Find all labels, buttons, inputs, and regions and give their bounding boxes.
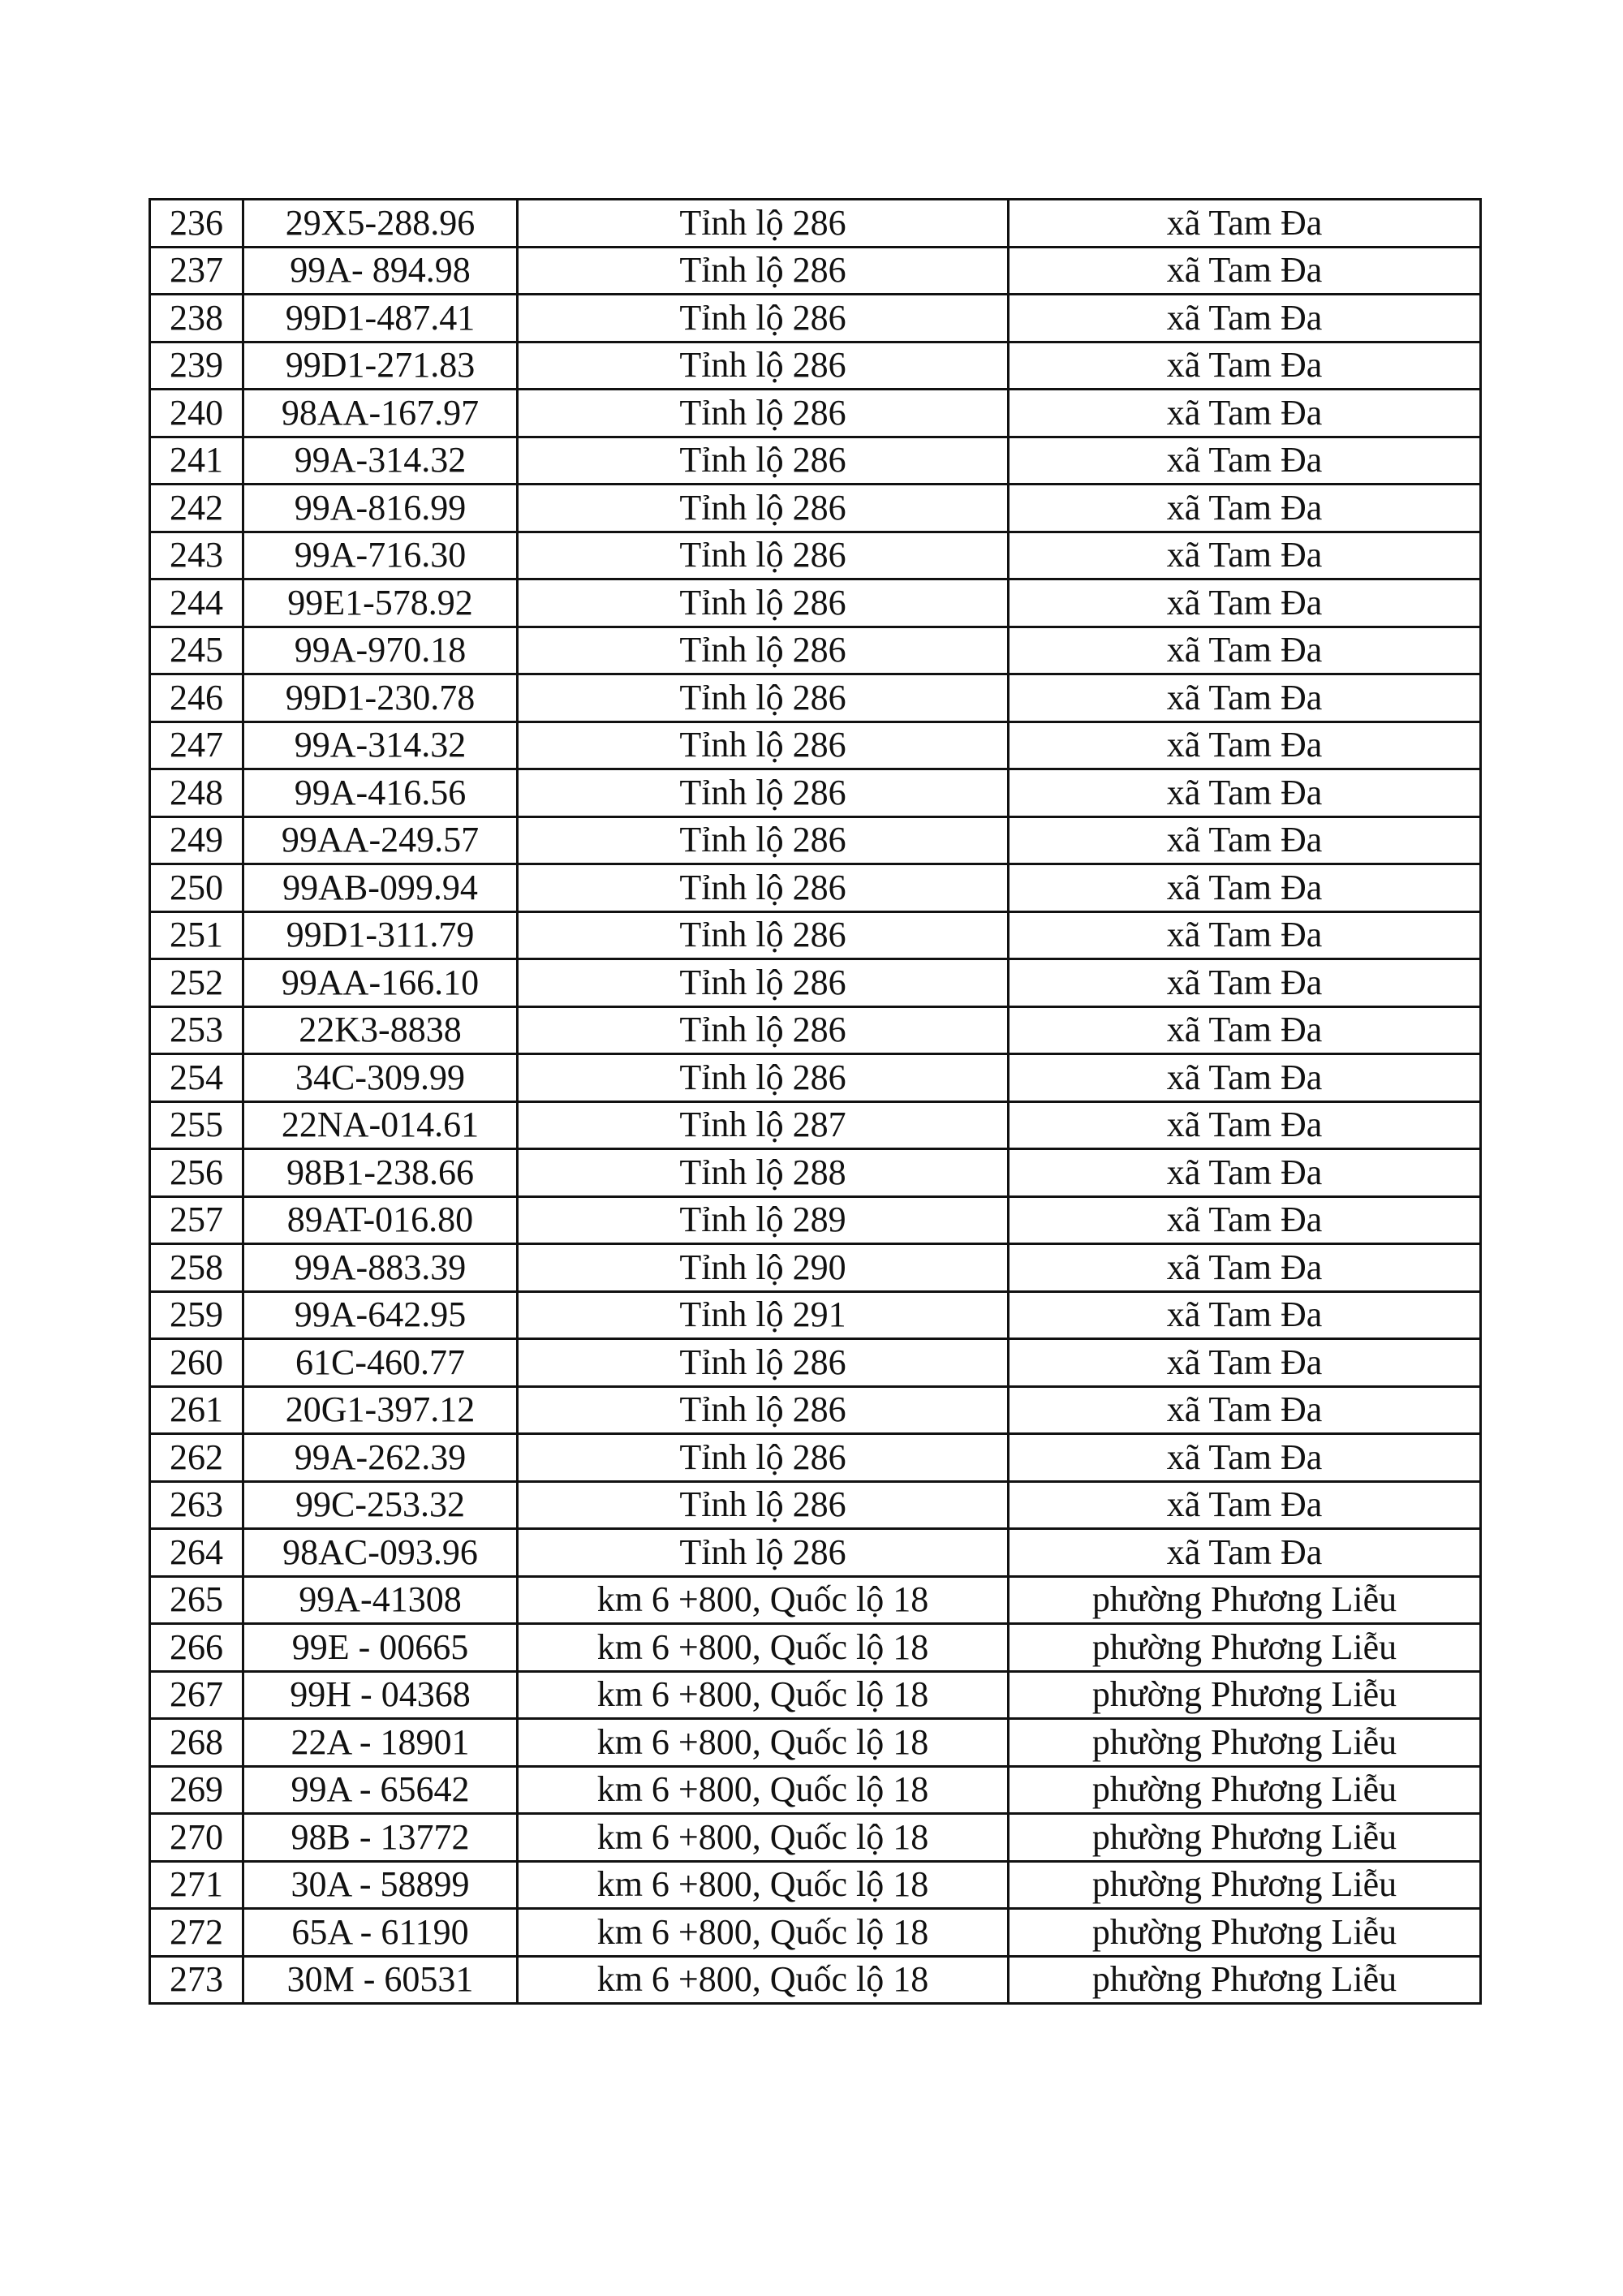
table-row xyxy=(150,769,1481,817)
table-row xyxy=(150,864,1481,912)
administrative-area-cell: phường Phương Liễu xyxy=(1009,1624,1481,1672)
row-number-cell: 265 xyxy=(150,1576,243,1624)
administrative-area-cell: xã Tam Đa xyxy=(1009,1386,1481,1434)
license-plate-cell: 34C-309.99 xyxy=(243,1054,518,1102)
administrative-area-cell: xã Tam Đa xyxy=(1009,390,1481,437)
row-number-cell: 273 xyxy=(150,1956,243,2004)
table-row xyxy=(150,1244,1481,1292)
administrative-area-cell: xã Tam Đa xyxy=(1009,247,1481,295)
table-row xyxy=(150,342,1481,390)
table-row xyxy=(150,532,1481,579)
table-row xyxy=(150,295,1481,342)
license-plate-cell: 99AA-249.57 xyxy=(243,816,518,864)
row-number-cell: 239 xyxy=(150,342,243,390)
license-plate-cell: 98B - 13772 xyxy=(243,1814,518,1862)
violation-location-cell: Tỉnh lộ 286 xyxy=(518,437,1009,485)
license-plate-cell: 99A-314.32 xyxy=(243,437,518,485)
table-row xyxy=(150,485,1481,532)
violation-location-cell: Tỉnh lộ 286 xyxy=(518,911,1009,959)
administrative-area-cell: xã Tam Đa xyxy=(1009,1101,1481,1149)
violation-location-cell: Tỉnh lộ 287 xyxy=(518,1101,1009,1149)
administrative-area-cell: phường Phương Liễu xyxy=(1009,1766,1481,1814)
administrative-area-cell: phường Phương Liễu xyxy=(1009,1956,1481,2004)
license-plate-cell: 99AA-166.10 xyxy=(243,959,518,1007)
administrative-area-cell: xã Tam Đa xyxy=(1009,816,1481,864)
administrative-area-cell: phường Phương Liễu xyxy=(1009,1576,1481,1624)
violation-location-cell: Tỉnh lộ 286 xyxy=(518,1054,1009,1102)
violation-location-cell: Tỉnh lộ 286 xyxy=(518,247,1009,295)
row-number-cell: 246 xyxy=(150,674,243,722)
row-number-cell: 269 xyxy=(150,1766,243,1814)
row-number-cell: 245 xyxy=(150,627,243,674)
row-number-cell: 252 xyxy=(150,959,243,1007)
table-row xyxy=(150,959,1481,1007)
administrative-area-cell: xã Tam Đa xyxy=(1009,532,1481,579)
violation-location-cell: Tỉnh lộ 286 xyxy=(518,1006,1009,1054)
administrative-area-cell: xã Tam Đa xyxy=(1009,342,1481,390)
row-number-cell: 249 xyxy=(150,816,243,864)
table-row xyxy=(150,390,1481,437)
row-number-cell: 259 xyxy=(150,1291,243,1339)
license-plate-cell: 22K3-8838 xyxy=(243,1006,518,1054)
administrative-area-cell: xã Tam Đa xyxy=(1009,864,1481,912)
license-plate-cell: 99H - 04368 xyxy=(243,1671,518,1719)
row-number-cell: 260 xyxy=(150,1339,243,1387)
table-row xyxy=(150,1861,1481,1909)
administrative-area-cell: xã Tam Đa xyxy=(1009,1339,1481,1387)
license-plate-cell: 99E - 00665 xyxy=(243,1624,518,1672)
table-row xyxy=(150,1006,1481,1054)
violation-location-cell: Tỉnh lộ 286 xyxy=(518,769,1009,817)
license-plate-cell: 99C-253.32 xyxy=(243,1481,518,1529)
violation-location-cell: Tỉnh lộ 290 xyxy=(518,1244,1009,1292)
violation-location-cell: Tỉnh lộ 286 xyxy=(518,864,1009,912)
license-plate-cell: 99A-716.30 xyxy=(243,532,518,579)
row-number-cell: 242 xyxy=(150,485,243,532)
license-plate-cell: 29X5-288.96 xyxy=(243,200,518,248)
row-number-cell: 264 xyxy=(150,1529,243,1577)
table-body xyxy=(150,200,1481,2004)
license-plate-cell: 30A - 58899 xyxy=(243,1861,518,1909)
row-number-cell: 255 xyxy=(150,1101,243,1149)
table-row xyxy=(150,200,1481,248)
row-number-cell: 240 xyxy=(150,390,243,437)
violation-location-cell: km 6 +800, Quốc lộ 18 xyxy=(518,1671,1009,1719)
row-number-cell: 262 xyxy=(150,1434,243,1482)
row-number-cell: 237 xyxy=(150,247,243,295)
administrative-area-cell: phường Phương Liễu xyxy=(1009,1719,1481,1767)
row-number-cell: 268 xyxy=(150,1719,243,1767)
license-plate-cell: 65A - 61190 xyxy=(243,1909,518,1957)
violation-location-cell: Tỉnh lộ 286 xyxy=(518,200,1009,248)
violation-location-cell: km 6 +800, Quốc lộ 18 xyxy=(518,1814,1009,1862)
violation-location-cell: Tỉnh lộ 289 xyxy=(518,1196,1009,1244)
table-row xyxy=(150,722,1481,769)
license-plate-cell: 22A - 18901 xyxy=(243,1719,518,1767)
row-number-cell: 250 xyxy=(150,864,243,912)
table-row xyxy=(150,911,1481,959)
row-number-cell: 272 xyxy=(150,1909,243,1957)
license-plate-cell: 99A-883.39 xyxy=(243,1244,518,1292)
license-plate-cell: 99D1-230.78 xyxy=(243,674,518,722)
violation-location-cell: Tỉnh lộ 286 xyxy=(518,816,1009,864)
license-plate-cell: 99D1-487.41 xyxy=(243,295,518,342)
license-plate-cell: 99A-816.99 xyxy=(243,485,518,532)
license-plate-cell: 99E1-578.92 xyxy=(243,579,518,627)
table-row xyxy=(150,247,1481,295)
administrative-area-cell: xã Tam Đa xyxy=(1009,674,1481,722)
table-row xyxy=(150,1576,1481,1624)
row-number-cell: 266 xyxy=(150,1624,243,1672)
license-plate-cell: 99D1-271.83 xyxy=(243,342,518,390)
violation-location-cell: km 6 +800, Quốc lộ 18 xyxy=(518,1766,1009,1814)
license-plate-cell: 22NA-014.61 xyxy=(243,1101,518,1149)
table-row xyxy=(150,1149,1481,1197)
violation-location-cell: Tỉnh lộ 286 xyxy=(518,579,1009,627)
violation-location-cell: Tỉnh lộ 286 xyxy=(518,342,1009,390)
row-number-cell: 270 xyxy=(150,1814,243,1862)
license-plate-cell: 89AT-016.80 xyxy=(243,1196,518,1244)
administrative-area-cell: xã Tam Đa xyxy=(1009,769,1481,817)
violation-location-cell: km 6 +800, Quốc lộ 18 xyxy=(518,1861,1009,1909)
administrative-area-cell: xã Tam Đa xyxy=(1009,627,1481,674)
administrative-area-cell: xã Tam Đa xyxy=(1009,1434,1481,1482)
table-row xyxy=(150,1339,1481,1387)
violation-location-cell: Tỉnh lộ 286 xyxy=(518,485,1009,532)
violation-location-cell: km 6 +800, Quốc lộ 18 xyxy=(518,1956,1009,2004)
violation-location-cell: Tỉnh lộ 286 xyxy=(518,959,1009,1007)
license-plate-cell: 99A - 65642 xyxy=(243,1766,518,1814)
license-plate-cell: 99D1-311.79 xyxy=(243,911,518,959)
row-number-cell: 271 xyxy=(150,1861,243,1909)
violation-location-cell: km 6 +800, Quốc lộ 18 xyxy=(518,1624,1009,1672)
table-row xyxy=(150,579,1481,627)
administrative-area-cell: xã Tam Đa xyxy=(1009,1291,1481,1339)
row-number-cell: 253 xyxy=(150,1006,243,1054)
table-row xyxy=(150,1814,1481,1862)
administrative-area-cell: xã Tam Đa xyxy=(1009,1054,1481,1102)
table-row xyxy=(150,816,1481,864)
row-number-cell: 243 xyxy=(150,532,243,579)
administrative-area-cell: xã Tam Đa xyxy=(1009,722,1481,769)
row-number-cell: 261 xyxy=(150,1386,243,1434)
row-number-cell: 258 xyxy=(150,1244,243,1292)
violation-location-cell: Tỉnh lộ 286 xyxy=(518,390,1009,437)
administrative-area-cell: xã Tam Đa xyxy=(1009,295,1481,342)
row-number-cell: 244 xyxy=(150,579,243,627)
administrative-area-cell: xã Tam Đa xyxy=(1009,1481,1481,1529)
license-plate-cell: 98AC-093.96 xyxy=(243,1529,518,1577)
table-row xyxy=(150,1434,1481,1482)
violation-location-cell: km 6 +800, Quốc lộ 18 xyxy=(518,1909,1009,1957)
violation-location-cell: Tỉnh lộ 286 xyxy=(518,532,1009,579)
license-plate-cell: 20G1-397.12 xyxy=(243,1386,518,1434)
violation-location-cell: Tỉnh lộ 286 xyxy=(518,1529,1009,1577)
row-number-cell: 256 xyxy=(150,1149,243,1197)
table-row xyxy=(150,1766,1481,1814)
table-row xyxy=(150,1291,1481,1339)
violation-location-cell: Tỉnh lộ 286 xyxy=(518,1386,1009,1434)
license-plate-cell: 30M - 60531 xyxy=(243,1956,518,2004)
license-plate-cell: 99A-262.39 xyxy=(243,1434,518,1482)
row-number-cell: 241 xyxy=(150,437,243,485)
license-plate-cell: 99A-970.18 xyxy=(243,627,518,674)
license-plate-cell: 99AB-099.94 xyxy=(243,864,518,912)
violation-location-cell: Tỉnh lộ 291 xyxy=(518,1291,1009,1339)
row-number-cell: 263 xyxy=(150,1481,243,1529)
administrative-area-cell: phường Phương Liễu xyxy=(1009,1861,1481,1909)
table-row xyxy=(150,1719,1481,1767)
administrative-area-cell: xã Tam Đa xyxy=(1009,1196,1481,1244)
table-row xyxy=(150,1101,1481,1149)
violation-location-cell: Tỉnh lộ 286 xyxy=(518,1481,1009,1529)
license-plate-cell: 98AA-167.97 xyxy=(243,390,518,437)
row-number-cell: 257 xyxy=(150,1196,243,1244)
administrative-area-cell: phường Phương Liễu xyxy=(1009,1814,1481,1862)
table-row xyxy=(150,437,1481,485)
table-row xyxy=(150,1624,1481,1672)
administrative-area-cell: xã Tam Đa xyxy=(1009,911,1481,959)
license-plate-cell: 99A-314.32 xyxy=(243,722,518,769)
violation-location-cell: Tỉnh lộ 286 xyxy=(518,627,1009,674)
table-row xyxy=(150,1196,1481,1244)
administrative-area-cell: xã Tam Đa xyxy=(1009,1149,1481,1197)
administrative-area-cell: xã Tam Đa xyxy=(1009,1244,1481,1292)
license-plate-cell: 99A-41308 xyxy=(243,1576,518,1624)
table-row xyxy=(150,1481,1481,1529)
violation-location-cell: Tỉnh lộ 286 xyxy=(518,722,1009,769)
license-plate-cell: 61C-460.77 xyxy=(243,1339,518,1387)
table-row xyxy=(150,1909,1481,1957)
license-plate-cell: 98B1-238.66 xyxy=(243,1149,518,1197)
table-row xyxy=(150,627,1481,674)
row-number-cell: 247 xyxy=(150,722,243,769)
violation-location-cell: km 6 +800, Quốc lộ 18 xyxy=(518,1719,1009,1767)
license-plate-cell: 99A- 894.98 xyxy=(243,247,518,295)
administrative-area-cell: phường Phương Liễu xyxy=(1009,1909,1481,1957)
table-row xyxy=(150,1671,1481,1719)
table-row xyxy=(150,674,1481,722)
license-plate-cell: 99A-642.95 xyxy=(243,1291,518,1339)
row-number-cell: 251 xyxy=(150,911,243,959)
table-row xyxy=(150,1386,1481,1434)
administrative-area-cell: xã Tam Đa xyxy=(1009,437,1481,485)
administrative-area-cell: xã Tam Đa xyxy=(1009,485,1481,532)
violations-table xyxy=(149,198,1482,2005)
administrative-area-cell: xã Tam Đa xyxy=(1009,1529,1481,1577)
row-number-cell: 267 xyxy=(150,1671,243,1719)
violation-location-cell: km 6 +800, Quốc lộ 18 xyxy=(518,1576,1009,1624)
administrative-area-cell: xã Tam Đa xyxy=(1009,200,1481,248)
violation-location-cell: Tỉnh lộ 286 xyxy=(518,674,1009,722)
table-row xyxy=(150,1956,1481,2004)
row-number-cell: 238 xyxy=(150,295,243,342)
violation-location-cell: Tỉnh lộ 286 xyxy=(518,295,1009,342)
table-row xyxy=(150,1529,1481,1577)
administrative-area-cell: xã Tam Đa xyxy=(1009,1006,1481,1054)
administrative-area-cell: xã Tam Đa xyxy=(1009,959,1481,1007)
row-number-cell: 236 xyxy=(150,200,243,248)
license-plate-cell: 99A-416.56 xyxy=(243,769,518,817)
violation-location-cell: Tỉnh lộ 286 xyxy=(518,1339,1009,1387)
administrative-area-cell: phường Phương Liễu xyxy=(1009,1671,1481,1719)
row-number-cell: 254 xyxy=(150,1054,243,1102)
row-number-cell: 248 xyxy=(150,769,243,817)
violation-location-cell: Tỉnh lộ 288 xyxy=(518,1149,1009,1197)
administrative-area-cell: xã Tam Đa xyxy=(1009,579,1481,627)
violation-location-cell: Tỉnh lộ 286 xyxy=(518,1434,1009,1482)
table-row xyxy=(150,1054,1481,1102)
